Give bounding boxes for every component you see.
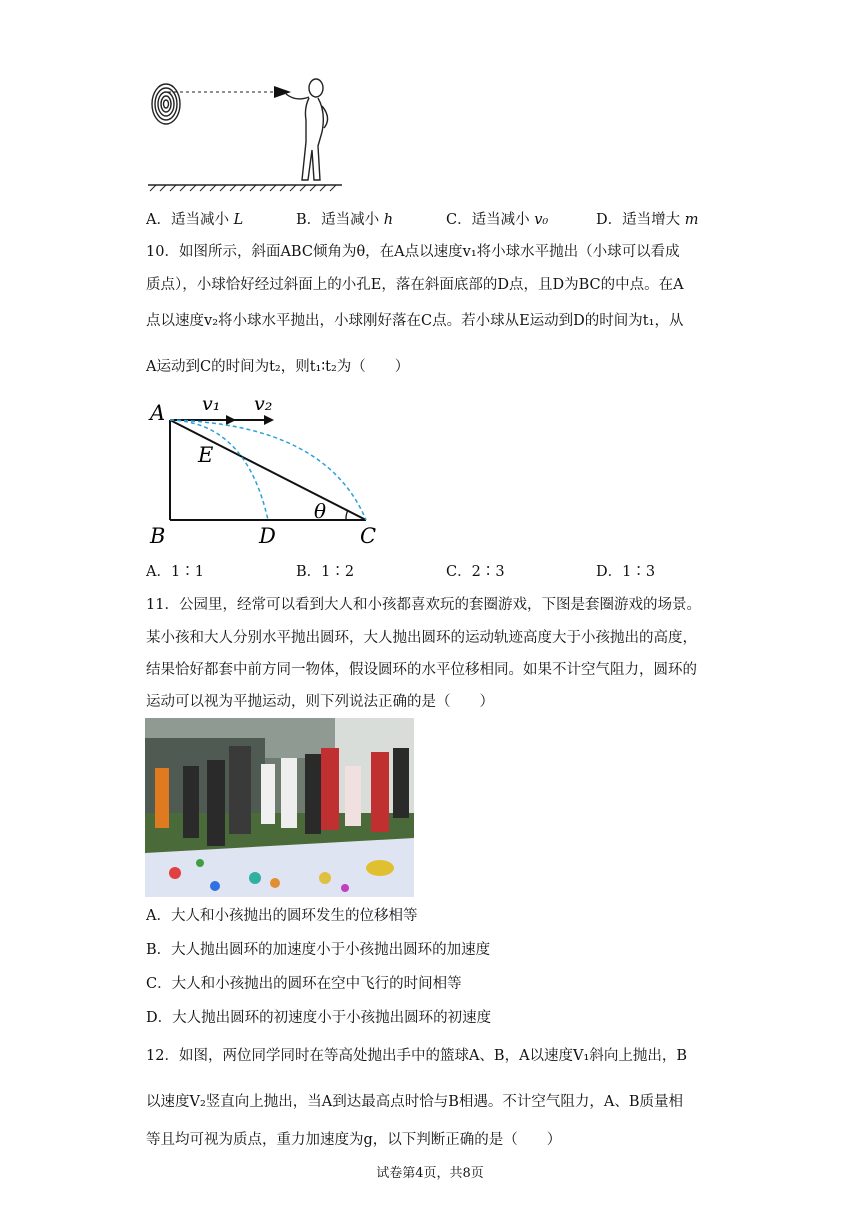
q11-line-4: 运动可以视为平抛运动，则下列说法正确的是（ ） — [146, 694, 494, 710]
label-v2: v₂ — [254, 393, 273, 415]
q12-line-2: 以速度V₂竖直向上抛出，当A到达最高点时恰与B相遇。不计空气阻力，A、B质量相 — [146, 1094, 684, 1110]
label-c: C — [360, 524, 377, 548]
label-theta: θ — [314, 499, 327, 523]
dart-figure — [146, 72, 346, 192]
q9-option-c[interactable]: C．适当减小 v₀ — [446, 212, 549, 228]
q10-option-a[interactable]: A．1∶1 — [146, 564, 204, 580]
ring-toss-photo — [145, 718, 414, 897]
label-d: D — [259, 524, 276, 548]
q9-option-b[interactable]: B．适当减小 h — [296, 212, 394, 228]
q10-line-2: 质点），小球恰好经过斜面上的小孔E，落在斜面底部的D点，且D为BC的中点。在A — [146, 277, 684, 293]
q9-option-a[interactable]: A．适当减小 L — [146, 212, 244, 228]
thrower-icon — [286, 79, 328, 180]
label-a: A — [150, 401, 166, 425]
q11-line-2: 某小孩和大人分别水平抛出圆环，大人抛出圆环的运动轨迹高度大于小孩抛出的高度， — [146, 630, 697, 646]
q10-line-1: 10．如图所示，斜面ABC倾角为θ，在A点以速度v₁将小球水平抛出（小球可以看成 — [146, 244, 680, 260]
label-v1: v₁ — [202, 393, 221, 415]
q12-line-1: 12．如图，两位同学同时在等高处抛出手中的篮球A、B，A以速度V₁斜向上抛出，B — [146, 1048, 687, 1064]
q10-option-b[interactable]: B．1∶2 — [296, 564, 355, 580]
q10-line-4: A运动到C的时间为t₂，则t₁∶t₂为（ ） — [146, 359, 410, 375]
q11-line-1: 11．公园里，经常可以看到大人和小孩都喜欢玩的套圈游戏，下图是套圈游戏的场景。 — [146, 597, 701, 613]
q10-option-c[interactable]: C．2∶3 — [446, 564, 505, 580]
q11-option-d[interactable]: D．大人抛出圆环的初速度小于小孩抛出圆环的初速度 — [146, 1010, 492, 1026]
q11-line-3: 结果恰好都套中前方同一物体，假设圆环的水平位移相同。如果不计空气阻力，圆环的 — [146, 662, 697, 678]
label-e: E — [198, 443, 214, 467]
q10-option-d[interactable]: D．1∶3 — [596, 564, 656, 580]
target-icon — [152, 84, 180, 124]
q10-line-3: 点以速度v₂将小球水平抛出，小球刚好落在C点。若小球从E运动到D的时间为t₁，从 — [146, 313, 684, 329]
q11-option-b[interactable]: B．大人抛出圆环的加速度小于小孩抛出圆环的加速度 — [146, 942, 491, 958]
q12-line-3: 等且均可视为质点，重力加速度为g，以下判断正确的是（ ） — [146, 1132, 562, 1148]
q11-option-c[interactable]: C．大人和小孩抛出的圆环在空中飞行的时间相等 — [146, 976, 462, 992]
label-b: B — [150, 524, 166, 548]
page-footer: 试卷第4页，共8页 — [376, 1166, 484, 1181]
q9-option-d[interactable]: D．适当增大 m — [596, 212, 699, 228]
q11-option-a[interactable]: A．大人和小孩抛出的圆环发生的位移相等 — [146, 908, 418, 924]
incline-figure — [146, 388, 386, 550]
